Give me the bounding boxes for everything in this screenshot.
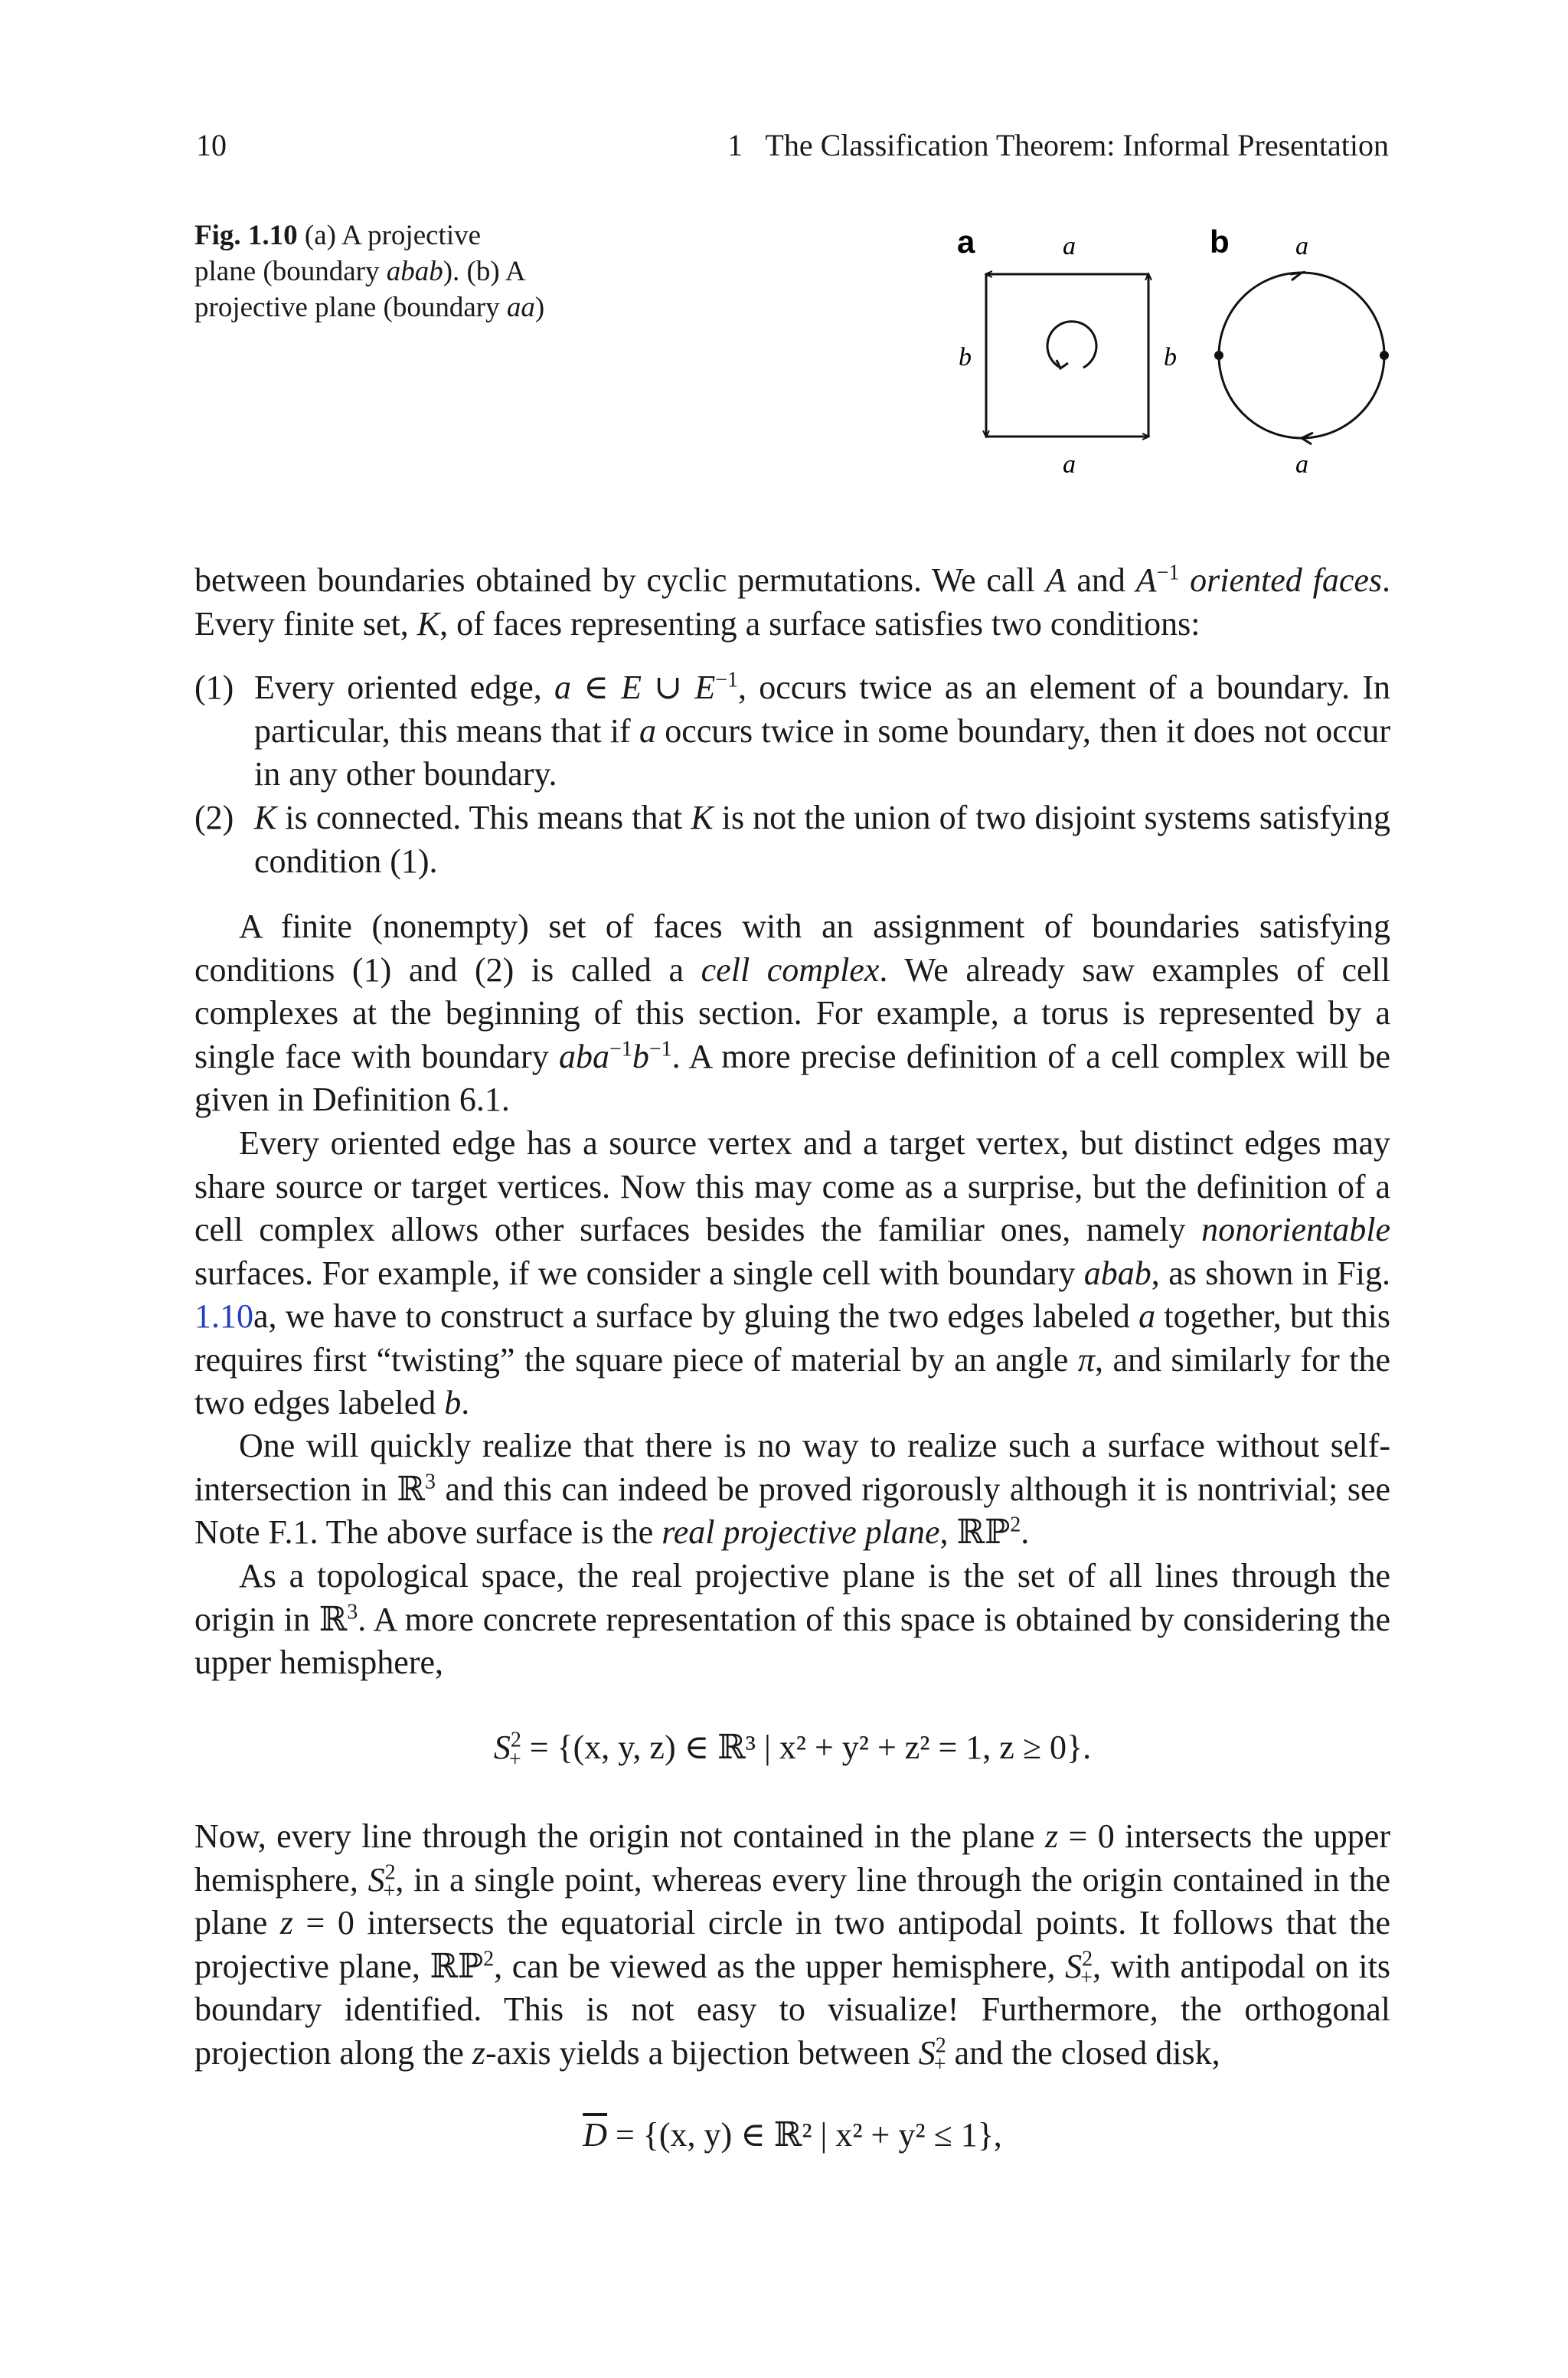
condition-1 bbox=[194, 666, 1390, 796]
caption-text: (a) A projective plane (boundary bbox=[194, 220, 482, 287]
rotation-arrow-icon bbox=[1047, 322, 1096, 368]
text: = 0 intersects the upper hemisphere, bbox=[194, 1817, 1390, 1899]
math: S bbox=[1065, 1947, 1083, 1985]
text: Now, every line through the origin not contained in the plane bbox=[194, 1817, 1045, 1855]
running-title: 1 The Classification Theorem: Informal Presentation bbox=[727, 128, 1389, 162]
superscript: −1 bbox=[609, 1036, 632, 1061]
figure-caption bbox=[194, 218, 547, 325]
superscript: 2 bbox=[1082, 1946, 1093, 1971]
text: , of faces representing a surface satisfies two conditions: bbox=[439, 604, 1200, 643]
text: . Every finite set, bbox=[194, 561, 1391, 643]
paragraph-5 bbox=[194, 1555, 1390, 1685]
text: a, we have to construct a surface by gluing the two edges labeled bbox=[253, 1297, 1139, 1335]
square-bottom-label: a bbox=[1063, 450, 1076, 479]
emphasis: cell complex bbox=[701, 950, 880, 989]
text: -axis yields a bijection between bbox=[485, 2033, 919, 2072]
superscript: 2 bbox=[384, 1860, 396, 1884]
text: , ℝℙ bbox=[939, 1513, 1011, 1551]
superscript: 3 bbox=[425, 1469, 436, 1493]
list-number: (2) bbox=[194, 799, 234, 836]
equation-hemisphere bbox=[194, 1728, 1390, 1771]
text: together, but this requires first “twisting” the square piece of material by an angle bbox=[194, 1297, 1390, 1379]
figure-reference-link[interactable]: 1.10 bbox=[194, 1297, 253, 1335]
text: As a topological space, the real projective plane is the set of all lines through the origin in ℝ bbox=[194, 1557, 1390, 1638]
text: between boundaries obtained by cyclic permutations. We call bbox=[194, 561, 1046, 599]
math: z bbox=[1044, 1817, 1059, 1855]
math: aba bbox=[559, 1037, 610, 1075]
math: K bbox=[691, 799, 714, 836]
math: b bbox=[444, 1384, 462, 1421]
text: , and similarly for the two edges labeled bbox=[194, 1340, 1390, 1421]
text: , in a single point, whereas every line through the origin contained in the plane bbox=[194, 1860, 1390, 1941]
superscript: 2 bbox=[483, 1946, 495, 1971]
figure-1-10 bbox=[903, 214, 1409, 490]
math: A bbox=[1045, 561, 1067, 599]
text: is not the union of two disjoint systems satisfying condition (1). bbox=[254, 799, 1390, 880]
text: and this can indeed be proved rigorously although it is nontrivial; see Note F.1. The above surface is the bbox=[194, 1470, 1391, 1551]
subscript: + bbox=[508, 1747, 521, 1771]
superscript: −1 bbox=[715, 668, 739, 692]
square-left-label: b bbox=[959, 343, 972, 371]
circle-bottom-label: a bbox=[1295, 450, 1308, 479]
text: , can be viewed as the upper hemisphere, bbox=[494, 1947, 1066, 1985]
text: surfaces. For example, if we consider a single cell with boundary bbox=[194, 1254, 1084, 1292]
emphasis: real projective plane bbox=[662, 1513, 940, 1551]
text: , occurs twice as an element of a boundary. In particular, this means that if bbox=[254, 669, 1390, 750]
paragraph-6 bbox=[194, 1815, 1390, 2075]
circle-boundary bbox=[1219, 273, 1384, 438]
subscript: + bbox=[933, 2053, 946, 2077]
page-number: 10 bbox=[196, 128, 227, 162]
circle-top-label: a bbox=[1295, 232, 1308, 260]
caption-text: ) bbox=[534, 292, 545, 323]
circle-diagram bbox=[1214, 232, 1389, 479]
text: = 0 intersects the equatorial circle in two antipodal points. It follows that the projective plane, ℝℙ bbox=[194, 1904, 1390, 1985]
circle-left-vertex bbox=[1214, 351, 1223, 360]
text: A finite (nonempty) set of faces with an assignment of boundaries satisfying conditions (1) and (2) is called a bbox=[194, 908, 1390, 989]
text: . A more concrete representation of this space is obtained by considering the upper hemisphere, bbox=[194, 1600, 1390, 1681]
text: . bbox=[1021, 1513, 1030, 1551]
math: S bbox=[493, 1729, 511, 1766]
math: S bbox=[918, 2033, 936, 2072]
math: = {(x, y, z) ∈ ℝ³ | x² + y² + z² = 1, z ≥ 0}. bbox=[521, 1729, 1092, 1766]
math: a ∈ E ∪ E bbox=[554, 669, 716, 706]
math: a bbox=[1138, 1297, 1156, 1335]
paragraph-4 bbox=[194, 1425, 1390, 1555]
emphasis: nonorientable bbox=[1201, 1211, 1390, 1248]
caption-label: Fig. 1.10 bbox=[194, 220, 298, 251]
superscript: −1 bbox=[648, 1036, 672, 1061]
math: abab bbox=[1083, 1254, 1152, 1292]
text: Every oriented edge, bbox=[254, 669, 555, 706]
math: a bbox=[639, 711, 656, 750]
paragraph-1 bbox=[194, 559, 1390, 646]
math: π bbox=[1077, 1340, 1095, 1379]
caption-math: aa bbox=[506, 292, 535, 323]
text: occurs twice in some boundary, then it does not occur in any other boundary. bbox=[254, 711, 1390, 793]
text: , with antipodal on its boundary identified. This is not easy to visualize! Furthermore, the orthogonal projection along the bbox=[194, 1947, 1391, 2072]
superscript: 2 bbox=[935, 2033, 946, 2057]
text: One will quickly realize that there is no way to realize such a surface without self-intersection in ℝ bbox=[194, 1427, 1390, 1508]
math: S bbox=[368, 1860, 385, 1899]
math: z bbox=[279, 1904, 293, 1941]
caption-text: ). (b) A projective plane (boundary bbox=[194, 256, 524, 323]
text: , as shown in Fig. bbox=[1151, 1254, 1390, 1292]
text: is connected. This means that bbox=[276, 799, 691, 836]
text: . bbox=[461, 1384, 470, 1421]
condition-2 bbox=[194, 796, 1390, 883]
math: $\overline{D}$ bbox=[583, 2116, 607, 2154]
panel-b-label: b bbox=[1210, 224, 1230, 260]
math: = {(x, y) ∈ ℝ² | x² + y² ≤ 1}, bbox=[606, 2116, 1002, 2154]
list-number: (1) bbox=[194, 669, 234, 706]
paragraph-3 bbox=[194, 1122, 1390, 1425]
superscript: 3 bbox=[347, 1599, 358, 1624]
emphasis: oriented faces bbox=[1179, 561, 1383, 599]
text: and bbox=[1066, 561, 1136, 599]
text: Every oriented edge has a source vertex and a target vertex, but distinct edges may share source or target vertices. Now this may come as a surprise, but the definition of a cell complex allows other surfaces besides the familiar ones, namely bbox=[194, 1124, 1390, 1248]
square-right-label: b bbox=[1164, 343, 1177, 371]
math: A bbox=[1135, 561, 1157, 599]
subscript: + bbox=[1080, 1966, 1093, 1990]
superscript: 2 bbox=[1010, 1513, 1021, 1537]
square-diagram bbox=[959, 232, 1177, 479]
panel-a-label: a bbox=[957, 224, 975, 260]
text: . We already saw examples of cell complexes at the beginning of this section. For example, a torus is represented by a single face with boundary bbox=[194, 950, 1390, 1075]
math: K bbox=[416, 604, 440, 643]
subscript: + bbox=[383, 1879, 396, 1904]
text: and the closed disk, bbox=[946, 2033, 1220, 2072]
math: z bbox=[472, 2033, 486, 2072]
equation-disk bbox=[194, 2115, 1390, 2154]
square-top-label: a bbox=[1063, 232, 1076, 260]
circle-top-arrow-icon bbox=[1290, 273, 1302, 280]
superscript: 2 bbox=[510, 1728, 521, 1752]
superscript: −1 bbox=[1156, 561, 1180, 585]
text: . A more precise definition of a cell complex will be given in Definition 6.1. bbox=[194, 1037, 1390, 1118]
math: K bbox=[254, 799, 277, 836]
caption-math: abab bbox=[386, 256, 443, 287]
paragraph-2 bbox=[194, 905, 1390, 1122]
math: b bbox=[632, 1037, 649, 1075]
circle-right-vertex bbox=[1380, 351, 1389, 360]
